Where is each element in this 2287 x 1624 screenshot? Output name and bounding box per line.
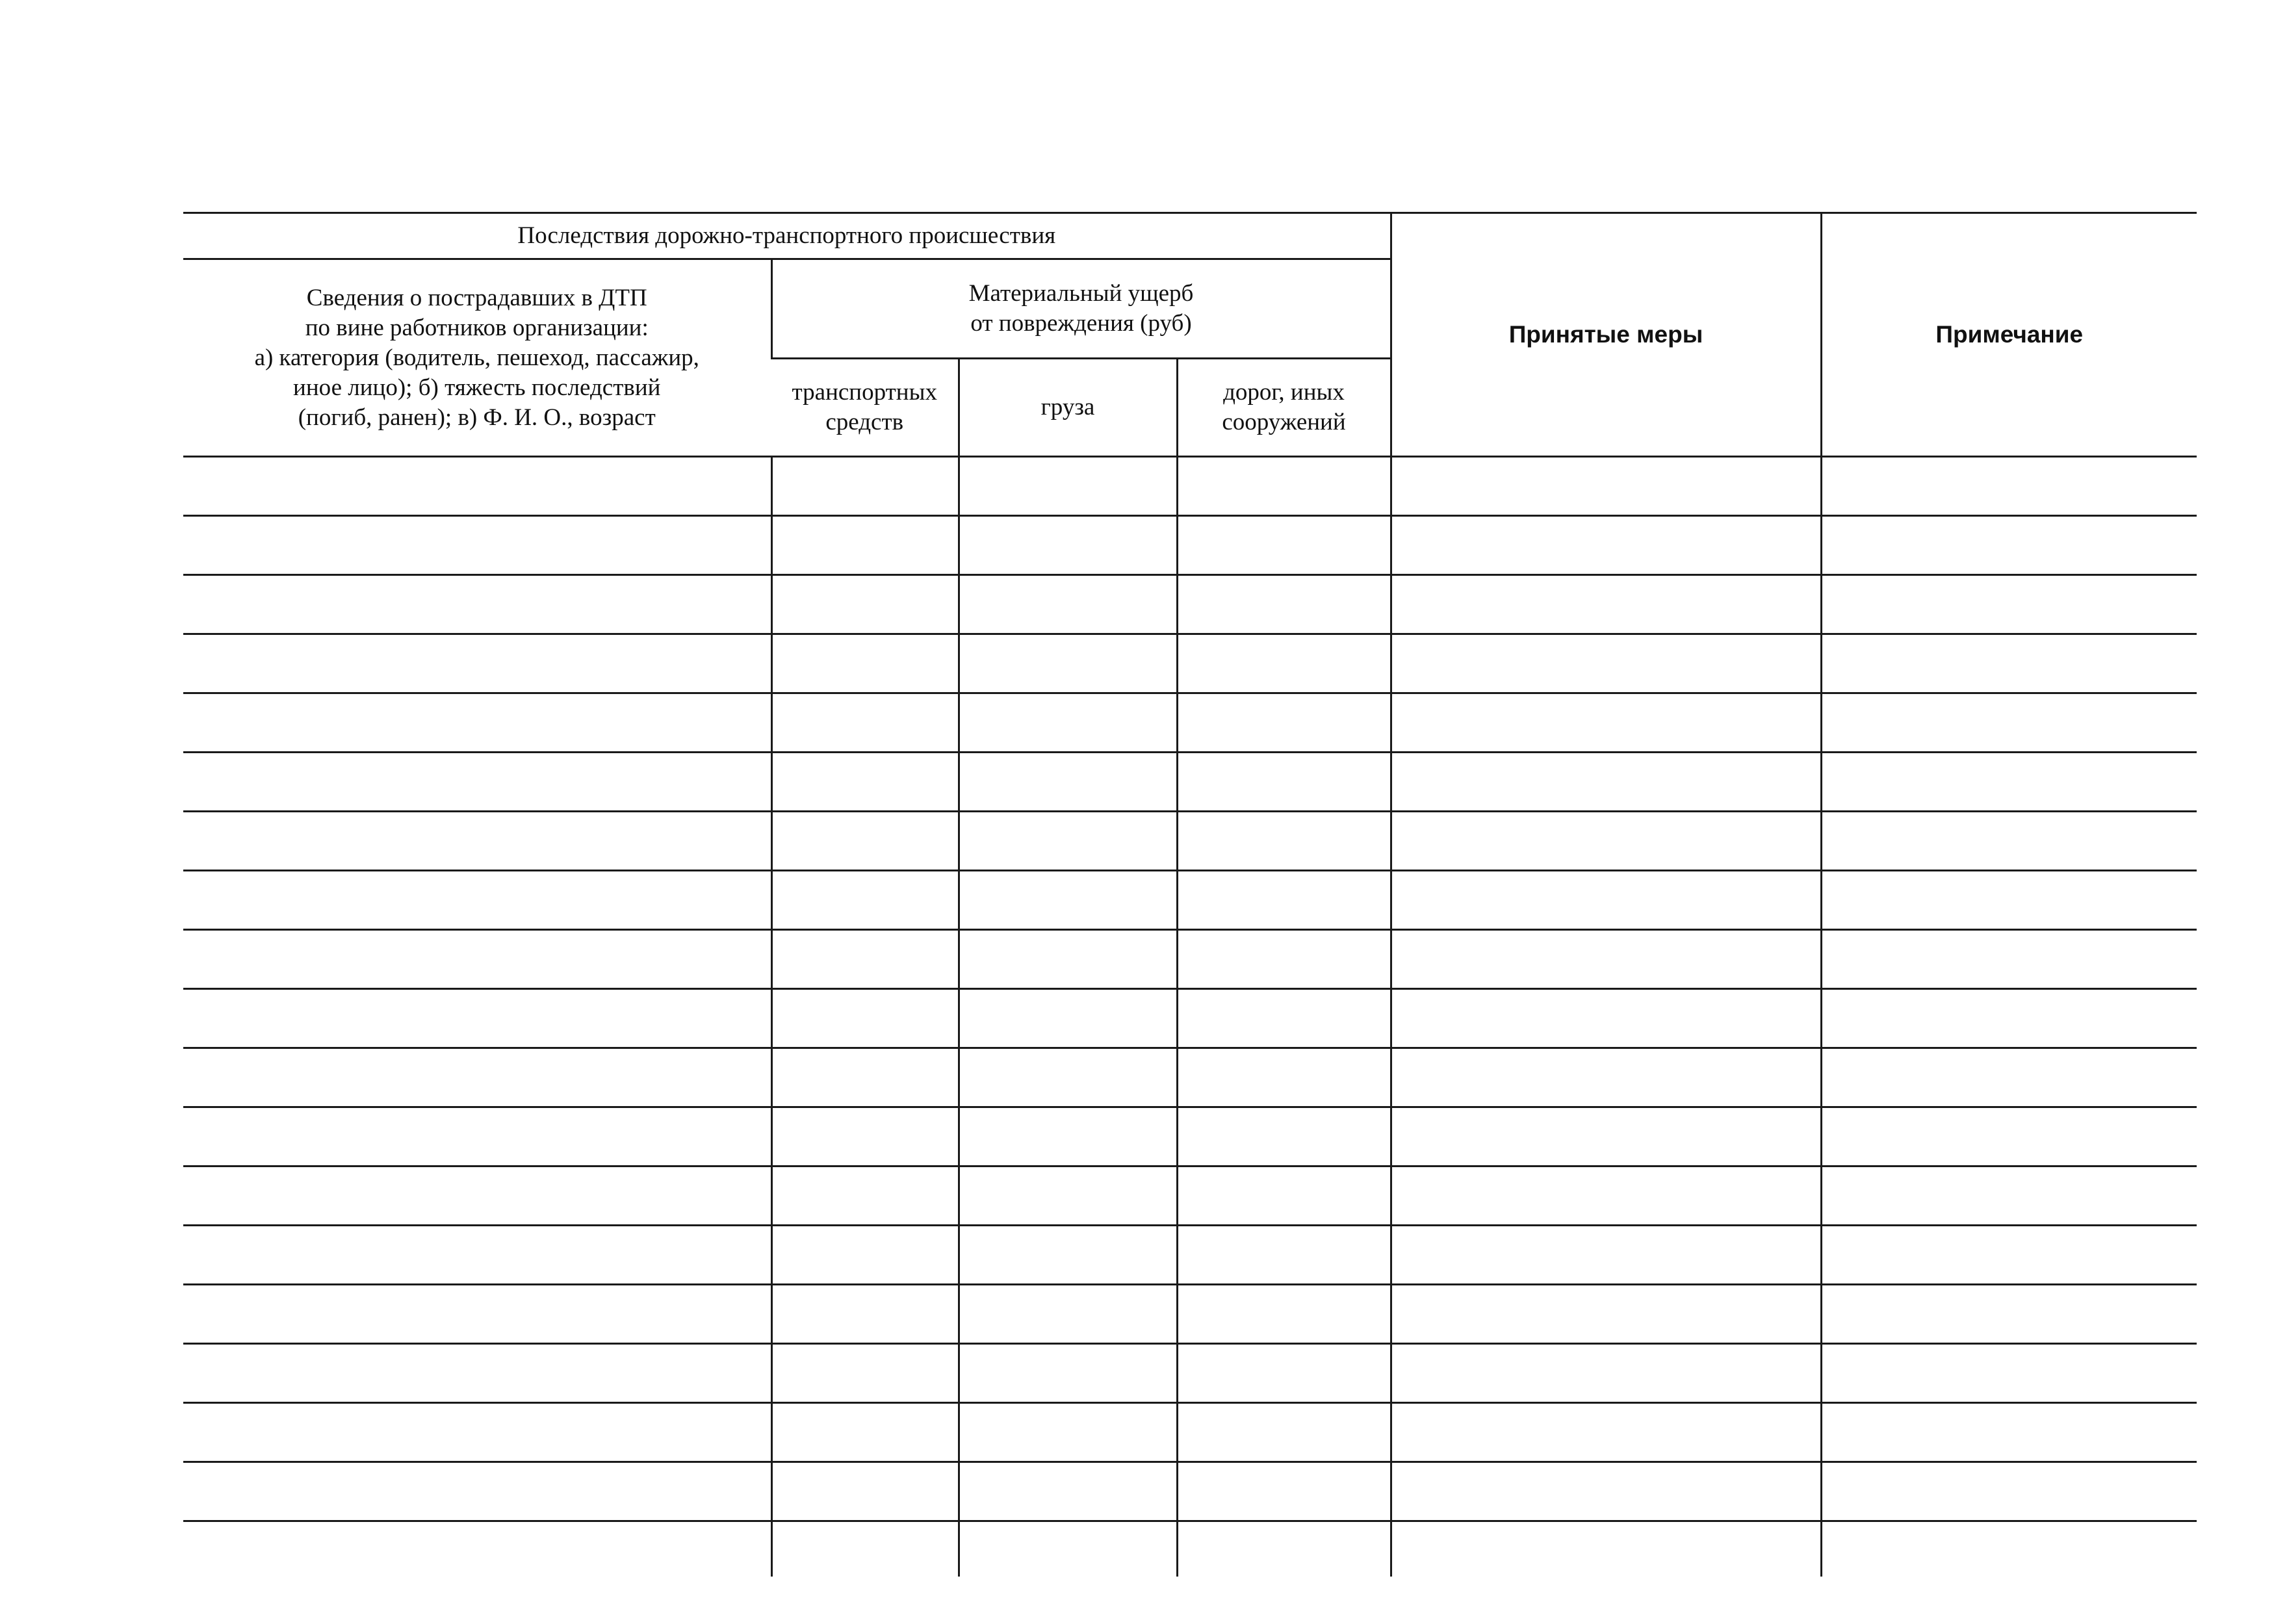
vehicles-damage-cell <box>771 1344 959 1403</box>
victims-header: Сведения о пострадавших в ДТП по вине работников организации: а) категория (водитель, пешеход, пассажир, иное лицо); б) тяжесть последствий (погиб, ранен); в) Ф. И. О., возраст <box>183 259 771 457</box>
measures-cell <box>1391 634 1821 693</box>
measures-cell <box>1391 753 1821 812</box>
table-row <box>183 575 2197 634</box>
accident-report-table <box>183 212 2197 1577</box>
cargo-damage-cell <box>959 1166 1177 1226</box>
measures-cell <box>1391 693 1821 753</box>
measures-cell <box>1391 930 1821 989</box>
table-row <box>183 1226 2197 1285</box>
cargo-damage-cell <box>959 1048 1177 1107</box>
roads-damage-cell <box>1177 457 1391 516</box>
roads-damage-cell <box>1177 1048 1391 1107</box>
measures-cell <box>1391 812 1821 871</box>
victims-cell <box>183 753 771 812</box>
cargo-damage-cell <box>959 634 1177 693</box>
header-row-1 <box>183 213 2197 259</box>
victims-cell <box>183 1462 771 1521</box>
roads-damage-header: дорог, иных сооружений <box>1177 359 1391 457</box>
victims-cell <box>183 1403 771 1462</box>
vehicles-damage-cell <box>771 812 959 871</box>
victims-cell <box>183 516 771 575</box>
victims-cell <box>183 1166 771 1226</box>
measures-cell <box>1391 516 1821 575</box>
measures-cell <box>1391 1462 1821 1521</box>
cargo-damage-cell <box>959 1285 1177 1344</box>
roads-damage-cell <box>1177 989 1391 1048</box>
cargo-damage-cell <box>959 693 1177 753</box>
roads-damage-cell <box>1177 1285 1391 1344</box>
vehicles-damage-cell <box>771 1285 959 1344</box>
victims-cell <box>183 930 771 989</box>
cargo-damage-cell <box>959 575 1177 634</box>
cargo-damage-cell <box>959 989 1177 1048</box>
table-row <box>183 1048 2197 1107</box>
vehicles-damage-cell <box>771 1403 959 1462</box>
measures-cell <box>1391 1285 1821 1344</box>
vehicles-damage-cell <box>771 634 959 693</box>
cargo-damage-cell <box>959 871 1177 930</box>
victims-cell <box>183 1048 771 1107</box>
victims-cell <box>183 1285 771 1344</box>
notes-cell <box>1821 516 2197 575</box>
measures-cell <box>1391 1521 1821 1577</box>
table-row <box>183 1462 2197 1521</box>
vehicles-damage-cell <box>771 989 959 1048</box>
cargo-damage-cell <box>959 516 1177 575</box>
vehicles-damage-cell <box>771 753 959 812</box>
vehicles-damage-cell <box>771 457 959 516</box>
table-row <box>183 516 2197 575</box>
vehicles-damage-cell <box>771 693 959 753</box>
cargo-damage-cell <box>959 930 1177 989</box>
table-row <box>183 693 2197 753</box>
cargo-damage-cell <box>959 812 1177 871</box>
measures-cell <box>1391 1403 1821 1462</box>
notes-cell <box>1821 1048 2197 1107</box>
cargo-damage-cell <box>959 1344 1177 1403</box>
measures-cell <box>1391 1344 1821 1403</box>
measures-cell <box>1391 871 1821 930</box>
table-row <box>183 1403 2197 1462</box>
cargo-damage-cell <box>959 1226 1177 1285</box>
notes-cell <box>1821 753 2197 812</box>
victims-cell <box>183 812 771 871</box>
cargo-damage-header: груза <box>959 359 1177 457</box>
roads-damage-cell <box>1177 930 1391 989</box>
vehicles-damage-cell <box>771 1462 959 1521</box>
victims-cell <box>183 1107 771 1166</box>
table-row <box>183 1521 2197 1577</box>
measures-cell <box>1391 1048 1821 1107</box>
measures-header: Принятые меры <box>1391 213 1821 457</box>
measures-cell <box>1391 457 1821 516</box>
notes-cell <box>1821 457 2197 516</box>
vehicles-damage-cell <box>771 871 959 930</box>
notes-cell <box>1821 1107 2197 1166</box>
cargo-damage-cell <box>959 753 1177 812</box>
notes-cell <box>1821 812 2197 871</box>
table-row <box>183 989 2197 1048</box>
victims-cell <box>183 871 771 930</box>
notes-cell <box>1821 930 2197 989</box>
roads-damage-cell <box>1177 871 1391 930</box>
vehicles-damage-header: транспортных средств <box>771 359 959 457</box>
victims-cell <box>183 634 771 693</box>
notes-cell <box>1821 871 2197 930</box>
roads-damage-cell <box>1177 516 1391 575</box>
victims-cell <box>183 575 771 634</box>
measures-cell <box>1391 989 1821 1048</box>
roads-damage-cell <box>1177 1166 1391 1226</box>
victims-cell <box>183 1226 771 1285</box>
notes-cell <box>1821 1166 2197 1226</box>
roads-damage-cell <box>1177 575 1391 634</box>
table-row <box>183 812 2197 871</box>
notes-cell <box>1821 1462 2197 1521</box>
table-row <box>183 1285 2197 1344</box>
table-row <box>183 930 2197 989</box>
vehicles-damage-cell <box>771 930 959 989</box>
vehicles-damage-cell <box>771 1048 959 1107</box>
vehicles-damage-cell <box>771 575 959 634</box>
roads-damage-cell <box>1177 1521 1391 1577</box>
consequences-header: Последствия дорожно-транспортного происшествия <box>183 213 1391 259</box>
roads-damage-cell <box>1177 634 1391 693</box>
victims-cell <box>183 1344 771 1403</box>
table-row <box>183 457 2197 516</box>
notes-cell <box>1821 1285 2197 1344</box>
table-row <box>183 753 2197 812</box>
roads-damage-cell <box>1177 1344 1391 1403</box>
notes-cell <box>1821 575 2197 634</box>
roads-damage-cell <box>1177 753 1391 812</box>
vehicles-damage-cell <box>771 1166 959 1226</box>
measures-cell <box>1391 1166 1821 1226</box>
cargo-damage-cell <box>959 1521 1177 1577</box>
notes-cell <box>1821 693 2197 753</box>
notes-cell <box>1821 1403 2197 1462</box>
notes-cell <box>1821 1521 2197 1577</box>
victims-cell <box>183 1521 771 1577</box>
notes-cell <box>1821 634 2197 693</box>
notes-header: Примечание <box>1821 213 2197 457</box>
measures-cell <box>1391 575 1821 634</box>
cargo-damage-cell <box>959 457 1177 516</box>
table-row <box>183 634 2197 693</box>
notes-cell <box>1821 989 2197 1048</box>
table-row <box>183 1166 2197 1226</box>
victims-cell <box>183 989 771 1048</box>
notes-cell <box>1821 1226 2197 1285</box>
table-row <box>183 1344 2197 1403</box>
cargo-damage-cell <box>959 1462 1177 1521</box>
victims-cell <box>183 457 771 516</box>
cargo-damage-cell <box>959 1107 1177 1166</box>
roads-damage-cell <box>1177 1107 1391 1166</box>
measures-cell <box>1391 1226 1821 1285</box>
roads-damage-cell <box>1177 1462 1391 1521</box>
vehicles-damage-cell <box>771 1107 959 1166</box>
damage-header: Материальный ущерб от повреждения (руб) <box>771 259 1391 359</box>
roads-damage-cell <box>1177 812 1391 871</box>
vehicles-damage-cell <box>771 1226 959 1285</box>
roads-damage-cell <box>1177 693 1391 753</box>
vehicles-damage-cell <box>771 1521 959 1577</box>
vehicles-damage-cell <box>771 516 959 575</box>
roads-damage-cell <box>1177 1403 1391 1462</box>
victims-cell <box>183 693 771 753</box>
notes-cell <box>1821 1344 2197 1403</box>
table-row <box>183 871 2197 930</box>
table-row <box>183 1107 2197 1166</box>
cargo-damage-cell <box>959 1403 1177 1462</box>
roads-damage-cell <box>1177 1226 1391 1285</box>
measures-cell <box>1391 1107 1821 1166</box>
